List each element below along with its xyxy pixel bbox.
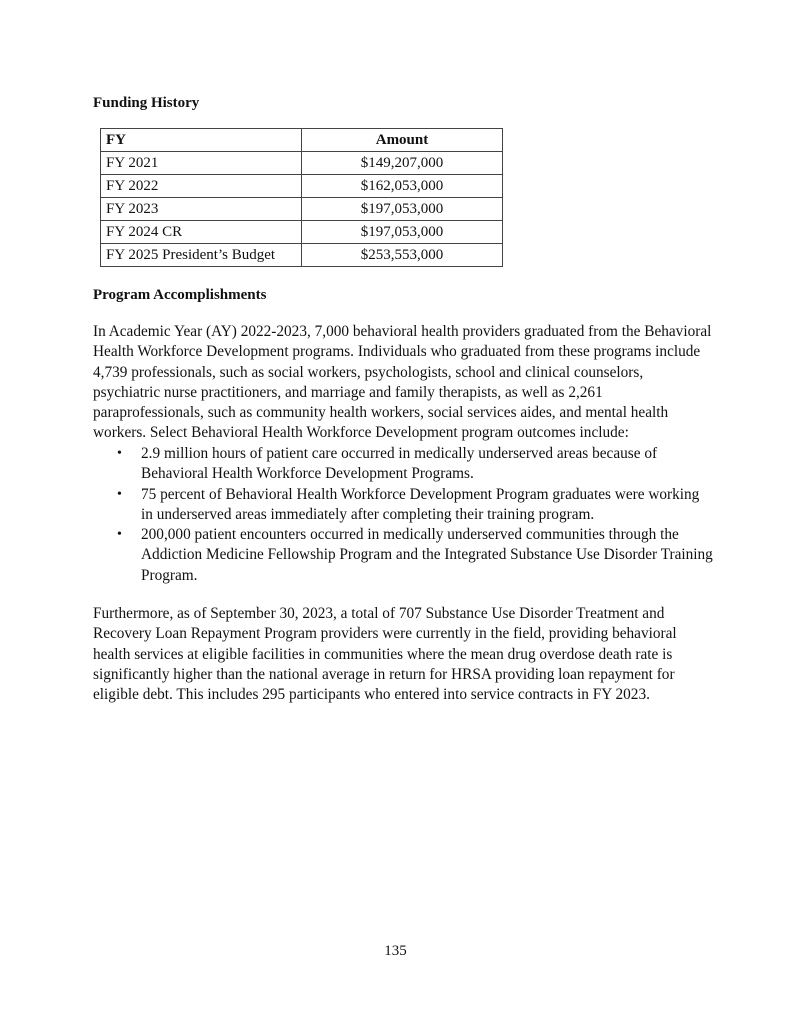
funding-history-table (100, 128, 503, 267)
bullet-icon: • (117, 527, 122, 543)
fy-cell: FY 2025 President’s Budget (101, 244, 302, 267)
fy-cell: FY 2024 CR (101, 221, 302, 244)
list-item (93, 485, 713, 526)
table-row (101, 244, 503, 267)
fy-cell: FY 2021 (101, 152, 302, 175)
outcome-text: 200,000 patient encounters occurred in medically underserved communities through the Addiction Medicine Fellowship Program and the Integrated Substance Use Disorder Training Program. (141, 526, 713, 584)
table-row (101, 152, 503, 175)
amount-cell: $162,053,000 (302, 175, 503, 198)
column-header-amount: Amount (302, 129, 503, 152)
program-accomplishments-heading: Program Accomplishments (93, 287, 267, 303)
fy-cell: FY 2022 (101, 175, 302, 198)
outcomes-list (93, 444, 713, 586)
funding-history-heading: Funding History (93, 95, 200, 111)
amount-cell: $253,553,000 (302, 244, 503, 267)
outcome-text: 2.9 million hours of patient care occurred in medically underserved areas because of Behavioral Health Workforce Development Programs. (141, 445, 658, 483)
amount-cell: $149,207,000 (302, 152, 503, 175)
list-item (93, 525, 713, 586)
amount-cell: $197,053,000 (302, 221, 503, 244)
page-number: 135 (384, 943, 407, 959)
fy-cell: FY 2023 (101, 198, 302, 221)
table-row (101, 198, 503, 221)
accomplishments-paragraph: In Academic Year (AY) 2022-2023, 7,000 behavioral health providers graduated from the Behavioral Health Workforce Development programs. Individuals who graduated from these programs include 4,739 professionals, such as social workers, psychologists, school and clinical counselors, psychiatric nurse practitioners, and marriage and family therapists, as well as 2,261 paraprofessionals, such as community health workers, social services aides, and mental health workers. Select Behavioral Health Workforce Development program outcomes include: (93, 323, 712, 442)
outcome-text: 75 percent of Behavioral Health Workforce Development Program graduates were working in underserved areas immediately after completing their training program. (141, 485, 700, 523)
column-header-fy: FY (101, 129, 302, 152)
table-header-row (101, 129, 503, 152)
bullet-icon: • (117, 446, 122, 461)
table-row (101, 221, 503, 244)
list-item (93, 444, 713, 485)
table-row (101, 175, 503, 198)
amount-cell: $197,053,000 (302, 198, 503, 221)
loan-repayment-paragraph: Furthermore, as of September 30, 2023, a total of 707 Substance Use Disorder Treatment and Recovery Loan Repayment Program providers were currently in the field, providing behavioral health services at eligible facilities in communities where the mean drug overdose death rate is significantly higher than the national average in return for HRSA providing loan repayment for eligible debt. This includes 295 participants who entered into service contracts in FY 2023. (93, 605, 677, 704)
bullet-icon: • (117, 486, 122, 502)
